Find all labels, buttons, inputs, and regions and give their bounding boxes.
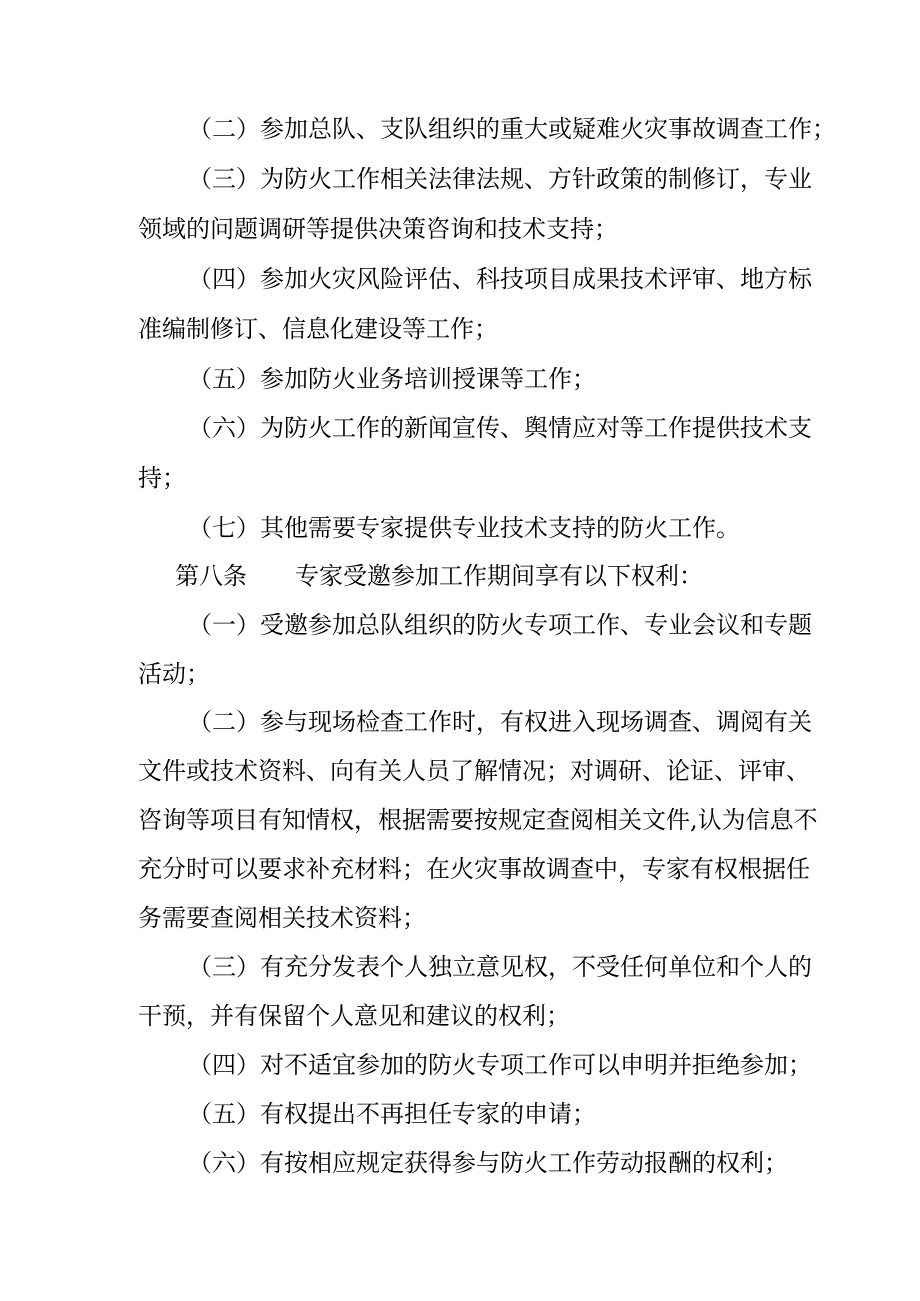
text-line: （五）有权提出不再担任专家的申请；: [188, 1100, 596, 1128]
article-heading: 第八条 专家受邀参加工作期间享有以下权利：: [175, 562, 703, 590]
text-line: （二）参与现场检查工作时，有权进入现场调查、调阅有关: [188, 708, 812, 736]
text-line: （五）参加防火业务培训授课等工作；: [188, 365, 596, 393]
text-line: 文件或技术资料、向有关人员了解情况；对调研、论证、评审、: [138, 757, 810, 785]
text-line: 领域的问题调研等提供决策咨询和技术支持；: [138, 215, 618, 243]
text-line: 咨询等项目有知情权，根据需要按规定查阅相关文件,认为信息不: [138, 806, 818, 834]
text-line: 准编制修订、信息化建设等工作；: [138, 315, 498, 343]
text-line: 活动；: [138, 660, 210, 688]
text-line: 持；: [138, 464, 186, 492]
text-line: （二）参加总队、支队组织的重大或疑难火灾事故调查工作；: [188, 115, 836, 143]
text-line: （六）有按相应规定获得参与防火工作劳动报酬的权利；: [188, 1149, 788, 1177]
text-line: （四）对不适宜参加的防火专项工作可以申明并拒绝参加；: [188, 1051, 812, 1079]
text-line: （三）有充分发表个人独立意见权，不受任何单位和个人的: [188, 953, 812, 981]
text-line: （三）为防火工作相关法律法规、方针政策的制修订，专业: [188, 165, 812, 193]
text-line: （六）为防火工作的新闻宣传、舆情应对等工作提供技术支: [188, 414, 812, 442]
text-line: 干预，并有保留个人意见和建议的权利；: [138, 1002, 570, 1030]
text-line: 务需要查阅相关技术资料；: [138, 904, 426, 932]
text-line: 充分时可以要求补充材料；在火灾事故调查中，专家有权根据任: [138, 855, 810, 883]
text-line: （一）受邀参加总队组织的防火专项工作、专业会议和专题: [188, 611, 812, 639]
text-line: （七）其他需要专家提供专业技术支持的防火工作。: [188, 514, 740, 542]
text-line: （四）参加火灾风险评估、科技项目成果技术评审、地方标: [188, 265, 812, 293]
